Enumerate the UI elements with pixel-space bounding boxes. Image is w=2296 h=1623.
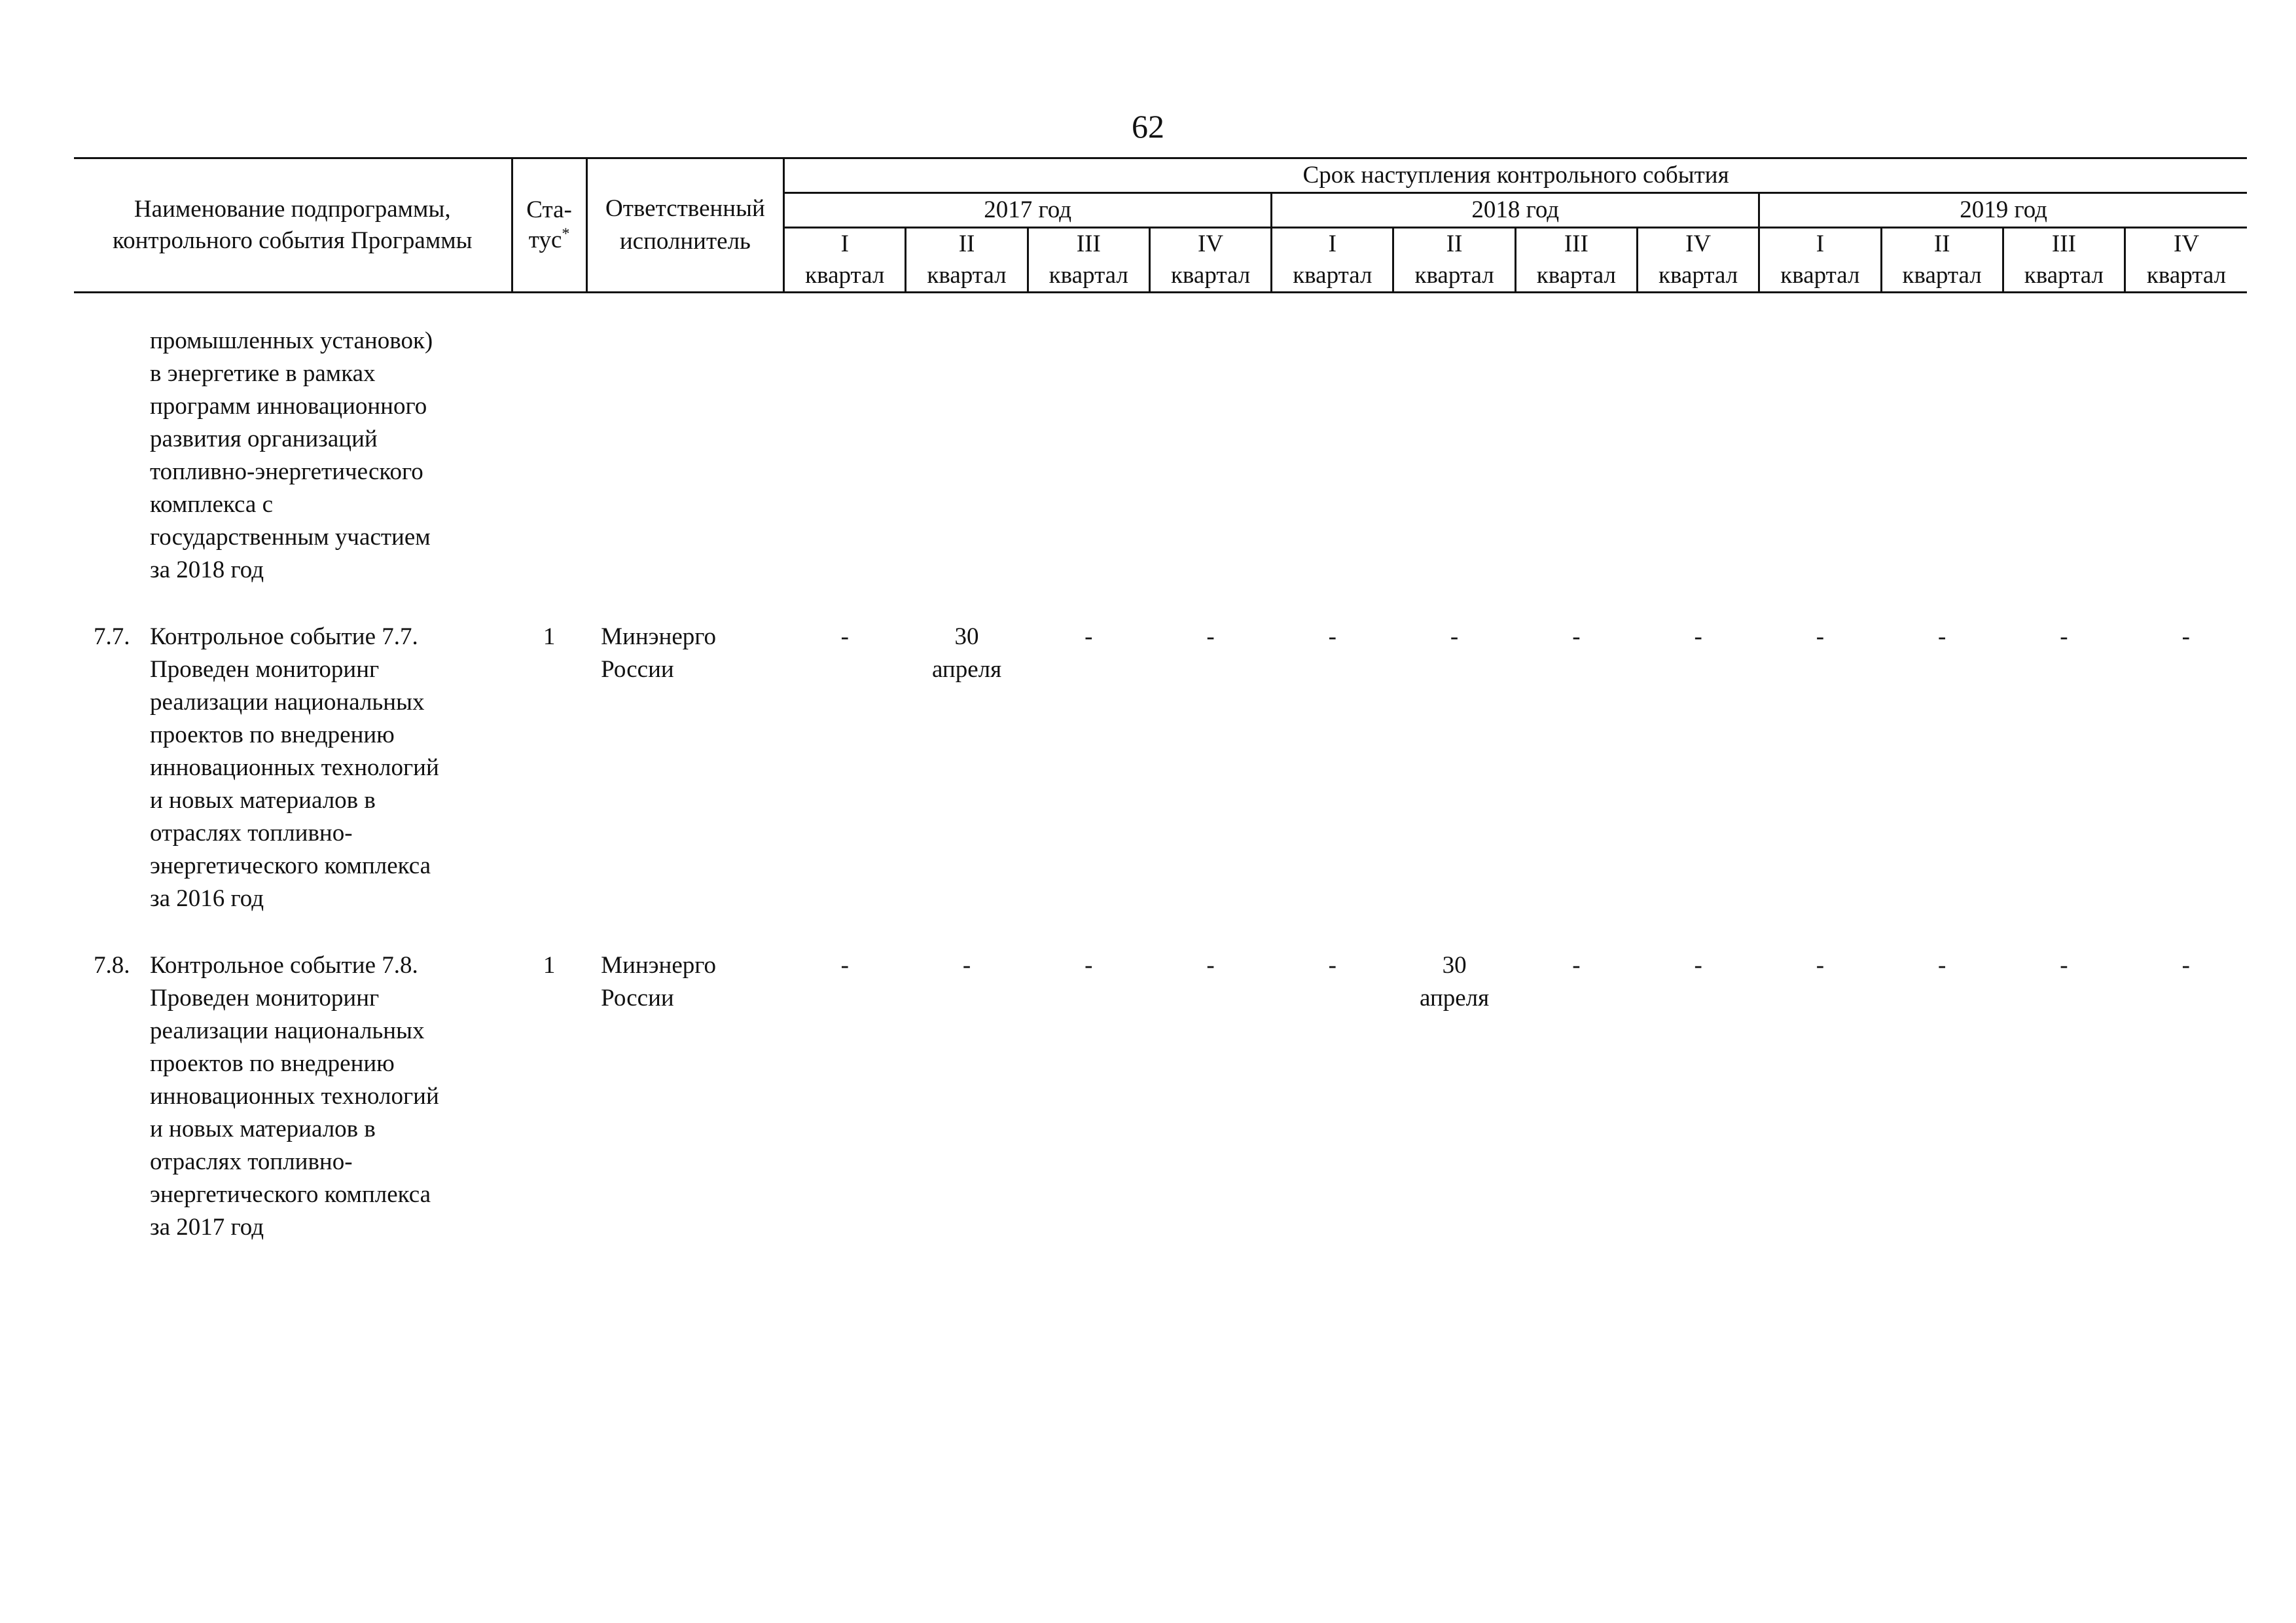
continuation-text: промышленных установок) в энергетике в рамках программ инновационного развития организаций топливно-энергетического комплекса с государственным участием за 2018 год bbox=[150, 327, 433, 583]
executor-value: Минэнерго России bbox=[601, 623, 717, 683]
quarter-cell: 30 апреля bbox=[1420, 952, 1490, 1012]
event-title: Контрольное событие 7.7. Проведен мониторинг реализации национальных проектов по внедрению инновационных технологий и новых материалов в отраслях топливно- энергетического комплекса за 2016 год bbox=[150, 623, 439, 912]
quarter-cell: - bbox=[1328, 623, 1336, 650]
header-year-2018: 2018 год bbox=[1272, 193, 1759, 228]
table-row bbox=[74, 621, 2247, 915]
quarter-cell: - bbox=[1572, 623, 1581, 650]
quarter-cell: - bbox=[1937, 623, 1946, 650]
quarter-cell: - bbox=[1206, 952, 1215, 979]
quarter-cell: - bbox=[1450, 623, 1459, 650]
header-quarter: III квартал bbox=[2003, 228, 2125, 293]
header-deadline-group: Срок наступления контрольного события bbox=[784, 158, 2247, 193]
quarter-cell: - bbox=[962, 952, 971, 979]
quarter-cell: - bbox=[1572, 952, 1581, 979]
status-value: 1 bbox=[543, 623, 556, 650]
quarter-cell: - bbox=[2060, 952, 2068, 979]
header-quarter: IV квартал bbox=[1637, 228, 1759, 293]
event-name-cell bbox=[74, 949, 512, 1244]
table-header bbox=[74, 158, 2247, 293]
quarter-cell: - bbox=[1328, 952, 1336, 979]
quarter-cell: - bbox=[1085, 623, 1093, 650]
table-body bbox=[74, 293, 2247, 1245]
header-quarter: IV квартал bbox=[1149, 228, 1271, 293]
header-status-line2: тус bbox=[528, 227, 562, 253]
header-quarter: II квартал bbox=[1393, 228, 1515, 293]
header-executor-line1: Ответственный bbox=[605, 195, 765, 222]
quarter-cell: - bbox=[1694, 952, 1702, 979]
quarter-cell: - bbox=[2060, 623, 2068, 650]
quarter-cell: - bbox=[840, 952, 849, 979]
header-status-footnote-mark: * bbox=[562, 225, 570, 243]
quarter-cell: - bbox=[840, 623, 849, 650]
header-name-column: Наименование подпрограммы, контрольного события Программы bbox=[74, 158, 512, 293]
quarter-cell: - bbox=[1816, 623, 1825, 650]
quarter-cell: - bbox=[1816, 952, 1825, 979]
header-quarter: I квартал bbox=[1759, 228, 1881, 293]
quarter-cell: 30 апреля bbox=[931, 623, 1002, 683]
quarter-cell: - bbox=[1694, 623, 1702, 650]
table-row bbox=[74, 949, 2247, 1244]
header-quarter: I квартал bbox=[784, 228, 906, 293]
header-quarter: II квартал bbox=[1881, 228, 2003, 293]
header-status-line1: Ста- bbox=[526, 196, 572, 223]
quarter-cell: - bbox=[1085, 952, 1093, 979]
page-number: 62 bbox=[1132, 108, 1164, 145]
table-row-continuation bbox=[74, 325, 2247, 587]
executor-value: Минэнерго России bbox=[601, 952, 717, 1012]
row-number: 7.7. bbox=[94, 623, 130, 650]
quarter-cell: - bbox=[2181, 952, 2190, 979]
status-value: 1 bbox=[543, 952, 556, 979]
header-quarter: III квартал bbox=[1028, 228, 1149, 293]
continuation-name-cell bbox=[74, 325, 512, 587]
event-title: Контрольное событие 7.8. Проведен мониторинг реализации национальных проектов по внедрению инновационных технологий и новых материалов в отраслях топливно- энергетического комплекса за 2017 год bbox=[150, 952, 439, 1241]
control-events-table bbox=[74, 157, 2247, 1244]
header-quarter: I квартал bbox=[1272, 228, 1393, 293]
header-year-2017: 2017 год bbox=[784, 193, 1272, 228]
quarter-cell: - bbox=[2181, 623, 2190, 650]
header-quarter: IV квартал bbox=[2125, 228, 2247, 293]
header-executor-column bbox=[586, 158, 783, 293]
header-quarter: II квартал bbox=[906, 228, 1028, 293]
header-executor-line2: исполнитель bbox=[619, 228, 751, 255]
row-number: 7.8. bbox=[94, 952, 130, 979]
header-year-2019: 2019 год bbox=[1759, 193, 2247, 228]
quarter-cell: - bbox=[1206, 623, 1215, 650]
event-name-cell bbox=[74, 621, 512, 915]
header-quarter: III квартал bbox=[1515, 228, 1637, 293]
header-status-column bbox=[512, 158, 586, 293]
quarter-cell: - bbox=[1937, 952, 1946, 979]
